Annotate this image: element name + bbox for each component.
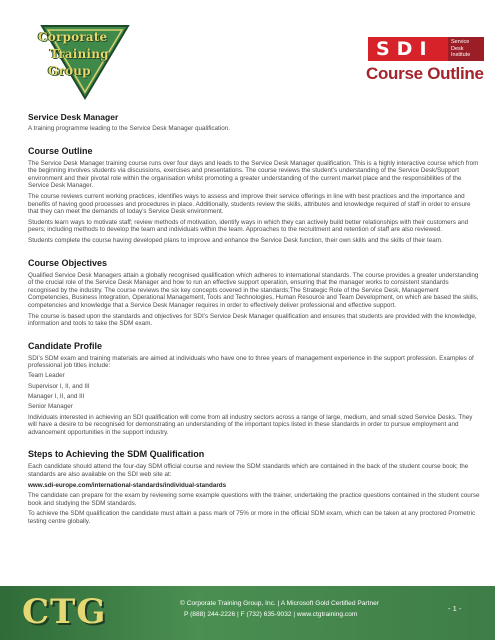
document-body	[28, 112, 480, 526]
page-title: Course Outline	[366, 64, 484, 83]
footer-copyright: © Corporate Training Group, Inc. | A Microsoft Gold Certified Partner	[180, 600, 379, 607]
paragraph: Each candidate should attend the four-day SDM official course and review the SDM standards which are contained in the back of the student course book; the standards are also available on the SDI web site at:	[28, 463, 469, 478]
course-name-heading: Service Desk Manager	[28, 112, 119, 122]
job-title-item: Manager I, II, and III	[28, 392, 85, 400]
page-header	[0, 0, 495, 100]
page-number: - 1 -	[448, 604, 462, 613]
section-heading-course-outline: Course Outline	[28, 145, 93, 156]
job-title-item: Senior Manager	[28, 403, 73, 411]
sdi-letters: SDI	[368, 37, 448, 61]
corporate-training-group-logo	[28, 22, 134, 100]
course-subtitle: A training programme leading to the Service Desk Manager qualification.	[28, 125, 230, 132]
section-heading-candidate-profile: Candidate Profile	[28, 340, 103, 351]
paragraph: Students learn ways to motivate staff; review methods of motivation, identify ways in which they can actively build better relationships with their customers and peers; including methods to develop the team and individuals within the team. Approaches to the recruitment and retention of staff are also reviewed.	[28, 218, 469, 234]
ctg-logo-word-1: Corporate	[38, 30, 108, 44]
paragraph: Individuals interested in achieving an SDI qualification will come from all industry sectors across a range of large, medium, and small sized Service Desks. They will have a desire to be recognised for demonstrating an understanding of the important topics listed in these standards in order to pursue employment and advancement opportunities in the support industry.	[28, 413, 473, 436]
job-title-item: Supervisor I, II, and III	[28, 382, 90, 390]
sdi-tagline-line2: Desk	[451, 45, 464, 52]
sdi-logo	[368, 37, 484, 61]
sdi-tagline-line1: Service	[451, 39, 470, 45]
footer-ctg-logo: CTG	[22, 592, 107, 632]
sdi-tagline	[448, 37, 484, 61]
ctg-logo-word-3: Group	[48, 64, 91, 78]
paragraph: SDI’s SDM exam and training materials are aimed at individuals who have one to three years of management experience in the support profession. Examples of professional job titles include:	[28, 354, 474, 370]
paragraph: To achieve the SDM qualification the candidate must attain a pass mark of 75% or more in the official SDM exam, which can be taken at any proctored Prometric testing centre globally.	[28, 510, 476, 525]
page-footer	[0, 586, 495, 640]
section-heading-course-objectives: Course Objectives	[28, 257, 108, 268]
paragraph: The course is based upon the standards and objectives for SDI’s Service Desk Manager qualification and ensures that students are provided with the knowledge, information and tools to take the SDM exam.	[28, 312, 477, 328]
paragraph: The course reviews current working practices, identifies ways to assess and improve their service offerings in line with best practices and the importance and benefits of having good processes and procedures in place. Additionally, students review the skills, attributes and knowledge required of staff in order to ensure that they can meet the demands of today’s Service Desk environment.	[28, 192, 471, 216]
sdi-tagline-line3: Institute	[451, 52, 471, 58]
paragraph: Qualified Service Desk Managers attain a globally recognised qualification which adheres to international standards. The course provides a greater understanding of the crucial role of the Service Desk Manager and how to run an effective support operation, ensuring that the manager works to consistent standards recognised by the industry. The course reviews the six key concepts covered in the standards;The Strategic Role of the Service Desk, Management Competencies, Business Integration, Operational Management, Tools and Technologies, Human Resource and Team Development, on which are based the skills, competencies and knowledge that a Service Desk Manager requires in order to effectively deliver professional and effective support.	[28, 271, 479, 309]
paragraph: The candidate can prepare for the exam by reviewing some example questions with the trainer, undertaking the practice questions contained in the student course book and studying the SDM standards.	[28, 492, 480, 507]
section-heading-steps: Steps to Achieving the SDM Qualification	[28, 449, 205, 460]
paragraph: The Service Desk Manager training course runs over four days and leads to the Service Desk Manager qualification. This is a highly interactive course which from the beginning involves students via discussions, exercises and presentations. The course reviews the student’s understanding of the Service Desk/Support environment and their pivotal role within the organisation whilst promoting a greater understanding of the current market place and the responsibilities of the Service Desk Manager.	[28, 159, 479, 190]
ctg-logo-word-2: Training	[50, 47, 109, 61]
footer-contact: P (888) 244-2226 | F (732) 635-9032 | www.ctgtraining.com	[184, 611, 358, 618]
sdi-standards-url: www.sdi-europe.com/international-standards/individual-standards	[28, 481, 227, 489]
paragraph: Students complete the course having developed plans to improve and enhance the Service Desk function, their own skills and the skills of their team.	[28, 236, 443, 244]
job-title-item: Team Leader	[28, 372, 65, 380]
